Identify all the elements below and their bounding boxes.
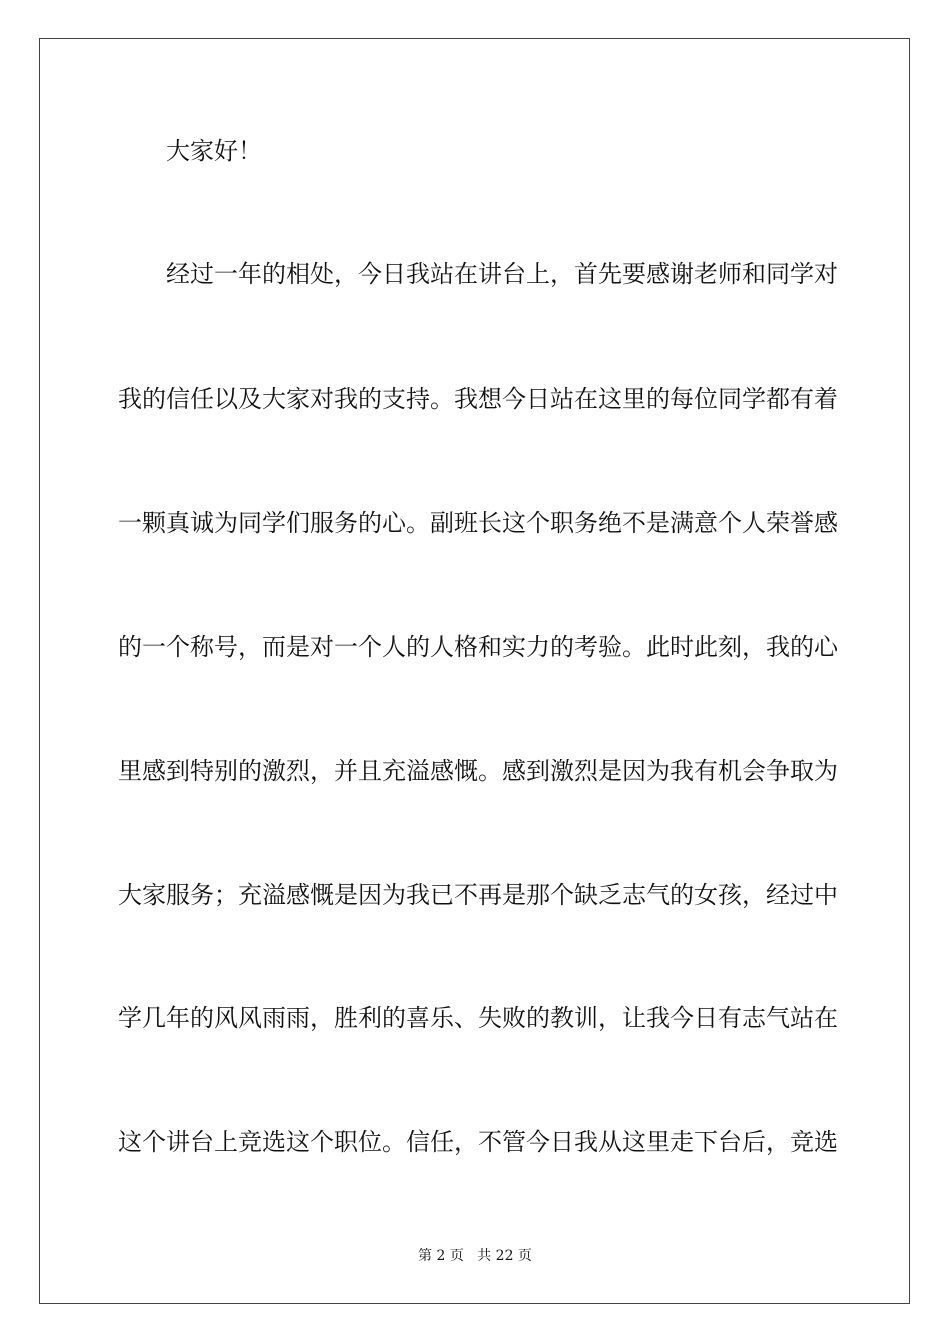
page-footer xyxy=(0,1247,950,1265)
paragraph-line: 这个讲台上竞选这个职位。信任，不管今日我从这里走下台后，竞选 xyxy=(118,1128,838,1156)
paragraph-line: 的一个称号，而是对一个人的人格和实力的考验。此时此刻，我的心 xyxy=(118,633,838,661)
paragraph-line: 里感到特别的激烈，并且充溢感慨。感到激烈是因为我有机会争取为 xyxy=(118,757,838,785)
page-border xyxy=(39,38,910,1304)
page-total: 共 22 页 xyxy=(477,1248,532,1264)
greeting-line: 大家好！ xyxy=(166,137,262,165)
paragraph-line: 我的信任以及大家对我的支持。我想今日站在这里的每位同学都有着 xyxy=(118,385,838,413)
paragraph-line: 大家服务；充溢感慨是因为我已不再是那个缺乏志气的女孩，经过中 xyxy=(118,881,838,909)
page-number: 第 2 页 xyxy=(418,1248,464,1264)
paragraph-line: 学几年的风风雨雨，胜利的喜乐、失败的教训，让我今日有志气站在 xyxy=(118,1004,838,1032)
paragraph-line: 经过一年的相处，今日我站在讲台上，首先要感谢老师和同学对 xyxy=(166,260,838,288)
paragraph-line: 一颗真诚为同学们服务的心。副班长这个职务绝不是满意个人荣誉感 xyxy=(118,509,838,537)
